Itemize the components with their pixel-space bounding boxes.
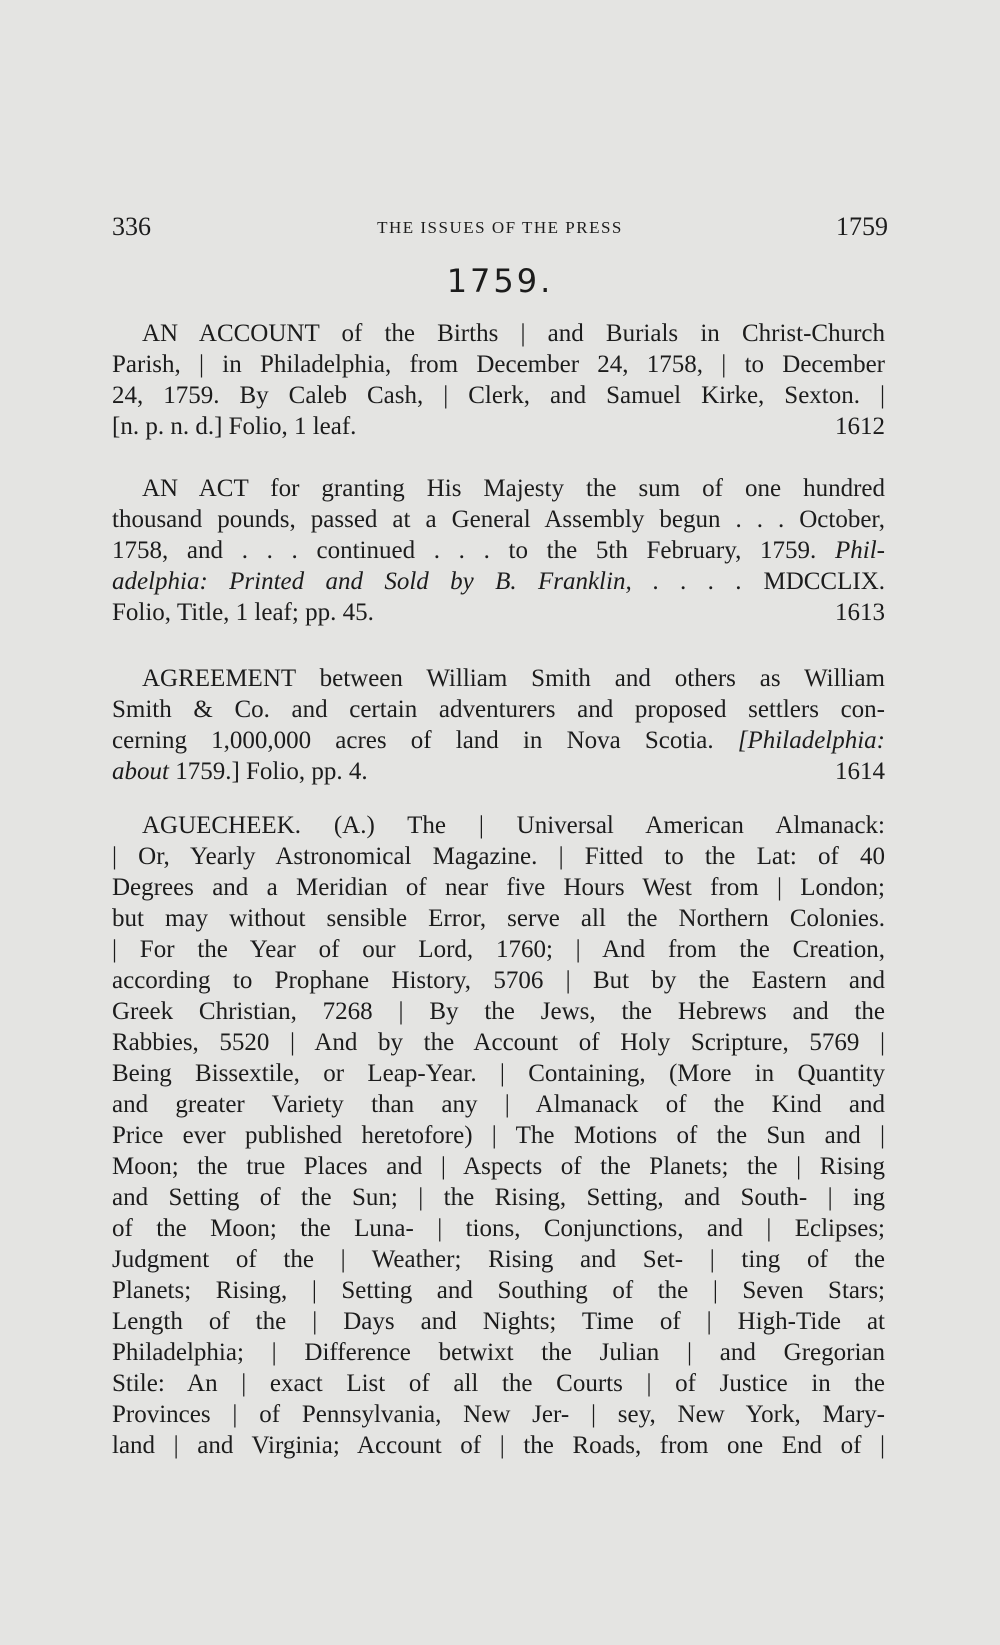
entry-line: Philadelphia; | Difference betwixt the Julian | and Gregorian [112,1339,885,1366]
entry-line: Provinces | of Pennsylvania, New Jer- | sey, New York, Mary- [112,1401,885,1428]
entry-line: and Setting of the Sun; | the Rising, Setting, and South- | ing [112,1184,885,1211]
entry-line [112,535,885,566]
entry-text: Folio, Title, 1 leaf; pp. 45. [112,599,374,626]
entry-line [112,725,885,756]
entry-line [112,411,885,442]
entry-text-italic: Phil- [835,537,885,564]
entry-line: 24, 1759. By Caleb Cash, | Clerk, and Samuel Kirke, Sexton. | [112,382,885,409]
entry-line: Rabbies, 5520 | And by the Account of Holy Scripture, 5769 | [112,1029,885,1056]
entry-line: AGREEMENT between William Smith and others as William [142,665,885,692]
entry-line: thousand pounds, passed at a General Assembly begun . . . October, [112,506,885,533]
entry-line: Price ever published heretofore) | The Motions of the Sun and | [112,1122,885,1149]
entry-text-italic: adelphia: Printed and Sold by B. Franklin, . . . . [112,568,743,595]
entry-line: | Or, Yearly Astronomical Magazine. | Fitted to the Lat: of 40 [112,843,885,870]
year-heading: 1759. [446,262,554,300]
entry-number: 1613 [835,599,885,626]
entry-line [112,597,885,628]
entry-aguecheek-almanack [112,810,885,1461]
entry-line: Planets; Rising, | Setting and Southing of the | Seven Stars; [112,1277,885,1304]
entry-line [112,566,885,597]
entry-1612 [112,318,885,442]
entry-number: 1614 [835,758,885,785]
entry-text: 1758, and . . . continued . . . to the 5th February, 1759. [112,537,817,564]
entry-text-italic: [Philadelphia: [737,727,886,754]
entry-line: of the Moon; the Luna- | tions, Conjunctions, and | Eclipses; [112,1215,885,1242]
entry-line: Judgment of the | Weather; Rising and Set- | ting of the [112,1246,885,1273]
running-title: THE ISSUES OF THE PRESS [377,218,623,237]
entry-number: 1612 [835,413,885,440]
entry-line [112,756,885,787]
running-year: 1759 [836,212,888,241]
page-header [112,212,888,252]
entry-line: AGUECHEEK. (A.) The | Universal American Almanack: [142,812,885,839]
entry-text: MDCCLIX. [763,568,886,595]
entry-text: 1759.] Folio, pp. 4. [175,758,368,785]
entry-1614 [112,663,885,787]
entry-line: Stile: An | exact List of all the Courts | of Justice in the [112,1370,885,1397]
entry-line: Greek Christian, 7268 | By the Jews, the Hebrews and the [112,998,885,1025]
entry-text: cerning 1,000,000 acres of land in Nova Scotia. [112,727,714,754]
entry-text: [n. p. n. d.] Folio, 1 leaf. [112,413,357,440]
entry-line: Smith & Co. and certain adventurers and proposed settlers con- [112,696,885,723]
entry-line: AN ACT for granting His Majesty the sum of one hundred [142,475,885,502]
entry-line: | For the Year of our Lord, 1760; | And from the Creation, [112,936,885,963]
entry-line: Degrees and a Meridian of near five Hours West from | London; [112,874,885,901]
entry-line: but may without sensible Error, serve all the Northern Colonies. [112,905,885,932]
entry-line: land | and Virginia; Account of | the Roads, from one End of | [112,1432,885,1459]
entry-1613 [112,473,885,628]
page-number: 336 [112,212,151,241]
entry-line: AN ACCOUNT of the Births | and Burials in Christ-Church [142,320,885,347]
entry-line: and greater Variety than any | Almanack of the Kind and [112,1091,885,1118]
entry-line: Length of the | Days and Nights; Time of | High-Tide at [112,1308,885,1335]
entry-line: Parish, | in Philadelphia, from December 24, 1758, | to December [112,351,885,378]
entry-line: according to Prophane History, 5706 | But by the Eastern and [112,967,885,994]
entry-line: Being Bissextile, or Leap-Year. | Containing, (More in Quantity [112,1060,885,1087]
entry-text-italic: about [112,758,169,785]
entry-line: Moon; the true Places and | Aspects of the Planets; the | Rising [112,1153,885,1180]
